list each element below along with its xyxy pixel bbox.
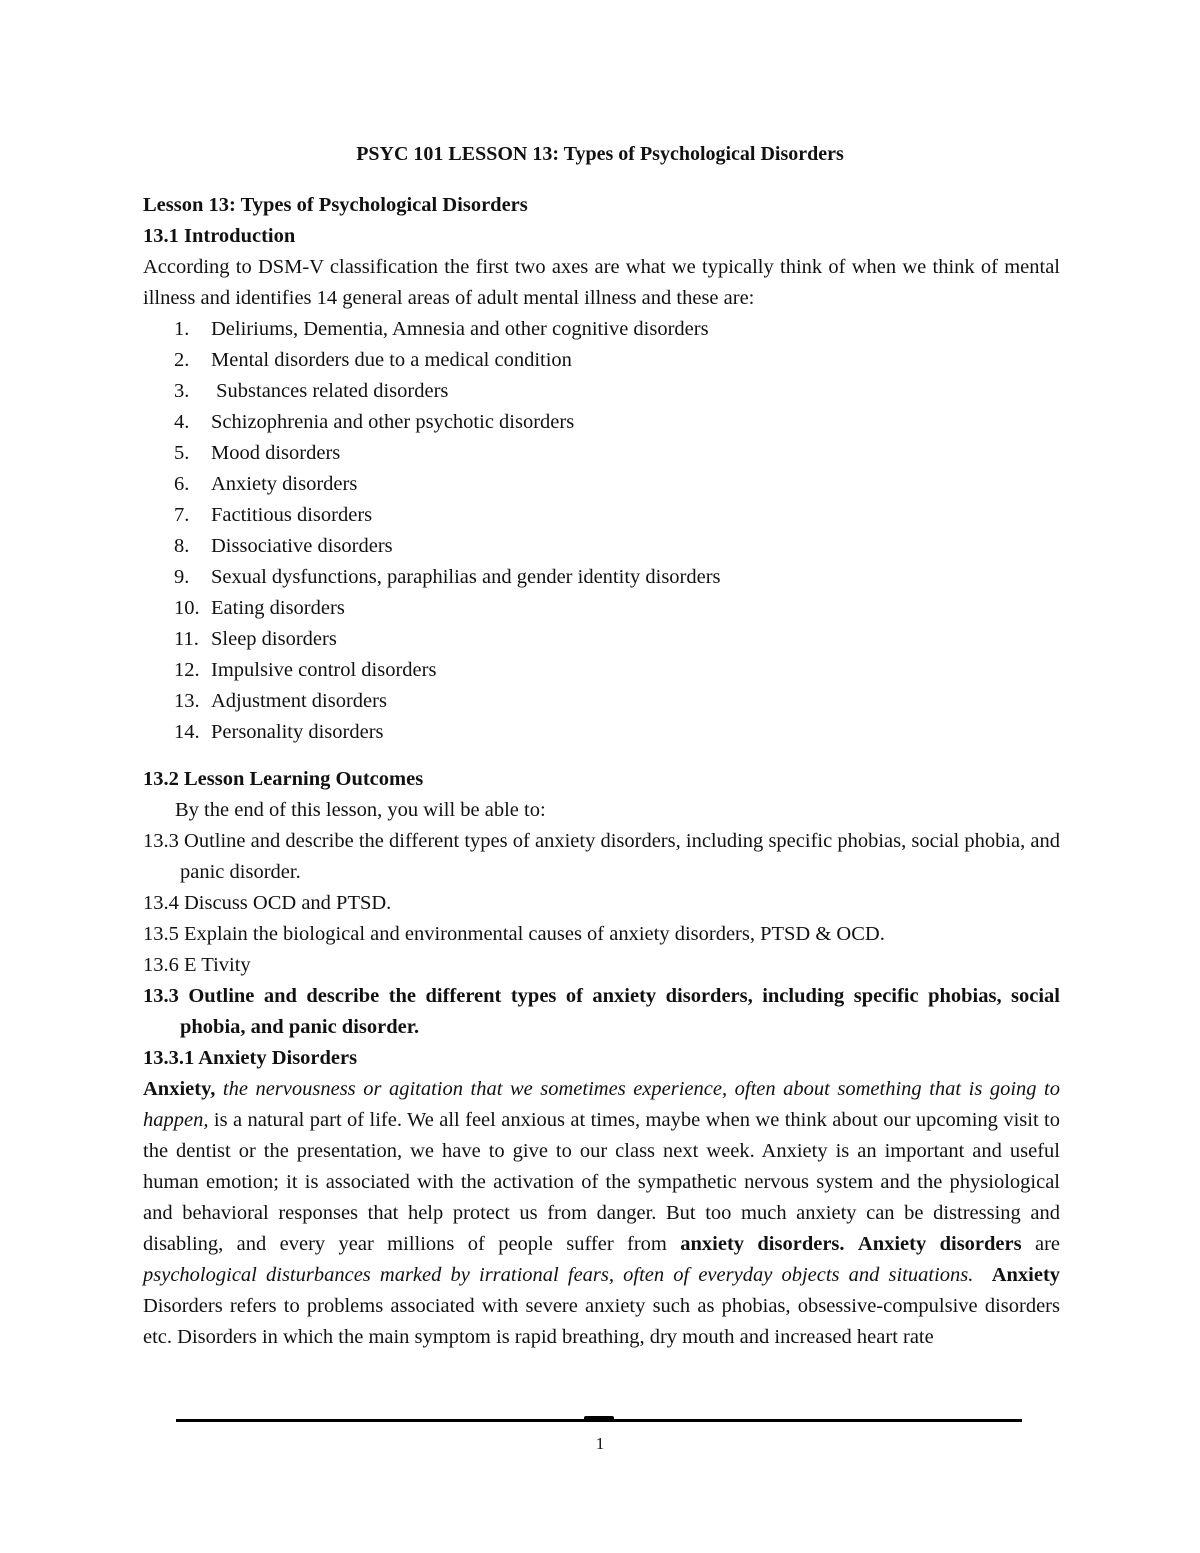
- list-item: 6. Anxiety disorders: [174, 473, 358, 495]
- list-item: 13. Adjustment disorders: [174, 690, 387, 712]
- list-item: 1. Deliriums, Dementia, Amnesia and other cognitive disorders: [174, 318, 709, 340]
- term-anxiety-2: Anxiety: [991, 1264, 1061, 1286]
- outcomes-lead: By the end of this lesson, you will be able to:: [175, 799, 546, 821]
- term-anxiety: Anxiety,: [143, 1078, 216, 1100]
- document-body: [143, 190, 1060, 1353]
- term-anxiety-disorders: anxiety disorders.: [680, 1233, 845, 1255]
- footer-rule-mark: [584, 1416, 614, 1420]
- list-item: 9. Sexual dysfunctions, paraphilias and gender identity disorders: [174, 566, 721, 588]
- disorder-list: [143, 314, 1060, 748]
- outcome-item: 13.5 Explain the biological and environmental causes of anxiety disorders, PTSD & OCD.: [143, 923, 885, 945]
- definition-anxiety-disorders: psychological disturbances marked by irrational fears, often of everyday objects and situations.: [143, 1264, 974, 1286]
- list-item: 7. Factitious disorders: [174, 504, 373, 526]
- list-item: 5. Mood disorders: [174, 442, 341, 464]
- section-heading: 13.3 Outline and describe the different types of anxiety disorders, including specific phobias, social phobia, and panic disorder.: [143, 985, 1060, 1038]
- list-item: 8. Dissociative disorders: [174, 535, 393, 557]
- list-item: 12. Impulsive control disorders: [174, 659, 437, 681]
- definition-anxiety: the nervousness or agitation that we sometimes experience, often about something that is going to happen,: [143, 1078, 1061, 1131]
- outcome-item: 13.3 Outline and describe the different types of anxiety disorders, including specific phobias, social phobia, and panic disorder.: [143, 830, 1060, 883]
- outcome-item: 13.4 Discuss OCD and PTSD.: [143, 892, 392, 914]
- list-item: 11. Sleep disorders: [174, 628, 337, 650]
- outcome-item: 13.6 E Tivity: [143, 954, 251, 976]
- document-title: PSYC 101 LESSON 13: Types of Psychological Disorders: [356, 143, 844, 165]
- page-number: 1: [595, 1434, 605, 1453]
- list-item: 3. Substances related disorders: [174, 380, 449, 402]
- intro-paragraph: According to DSM-V classification the first two axes are what we typically think of when we think of mental illness and identifies 14 general areas of adult mental illness and these are:: [143, 256, 1060, 309]
- intro-heading: 13.1 Introduction: [143, 225, 296, 247]
- outcomes-heading: 13.2 Lesson Learning Outcomes: [143, 768, 424, 790]
- anxiety-paragraph: Anxiety, the nervousness or agitation that we sometimes experience, often about something that is going to happen, is a natural part of life. We all feel anxious at times, maybe when we think about our upcoming visit to the dentist or the presentation, we have to give to our class next week. Anxiety is an important and useful human emotion; it is associated with the activation of the sympathetic nervous system and the physiological and behavioral responses that help protect us from danger. But too much anxiety can be distressing and disabling, and every year millions of people suffer from anxiety disorders. Anxiety disorders are psychological disturbances marked by irrational fears, often of everyday objects and situations. Anxiety Disorders refers to problems associated with severe anxiety such as phobias, obsessive-compulsive disorders etc. Disorders in which the main symptom is rapid breathing, dry mouth and increased heart rate: [143, 1078, 1061, 1348]
- list-item: 4. Schizophrenia and other psychotic disorders: [174, 411, 575, 433]
- subsection-heading: 13.3.1 Anxiety Disorders: [143, 1047, 358, 1069]
- term-anxiety-disorders-2: Anxiety disorders: [857, 1233, 1022, 1255]
- list-item: 10. Eating disorders: [174, 597, 345, 619]
- list-item: 2. Mental disorders due to a medical condition: [174, 349, 572, 371]
- lesson-heading: Lesson 13: Types of Psychological Disorders: [143, 194, 528, 216]
- list-item: 14. Personality disorders: [174, 721, 384, 743]
